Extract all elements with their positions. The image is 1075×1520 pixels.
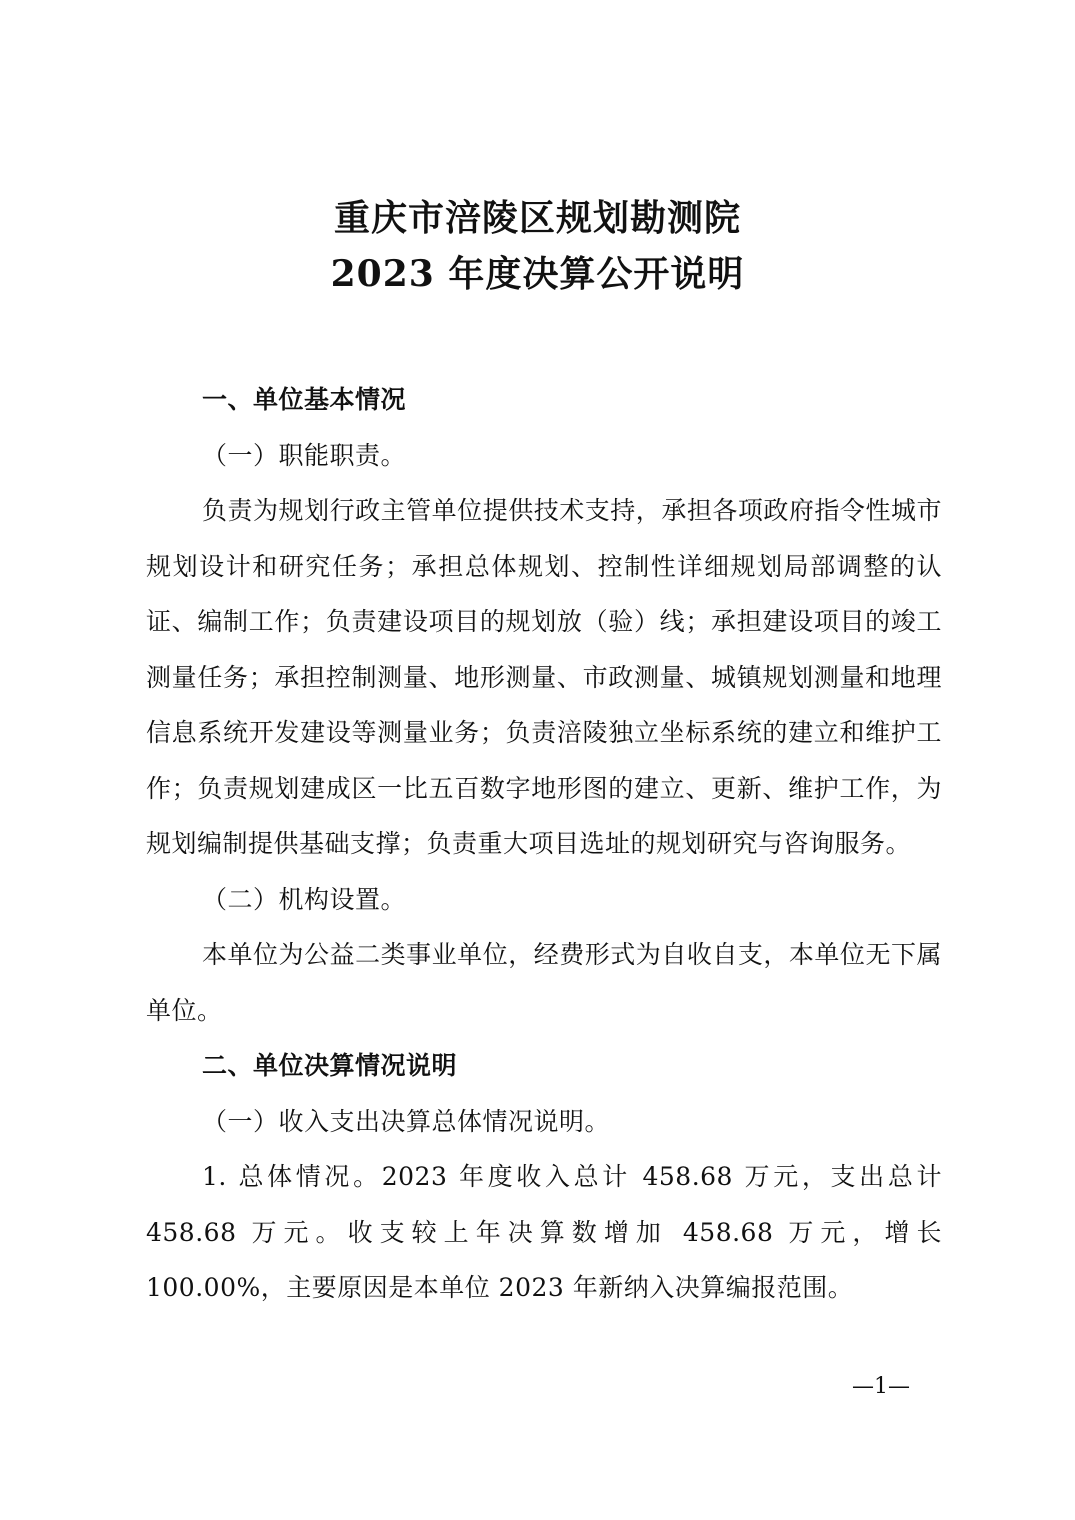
- subsection-heading-organization: （二）机构设置。: [202, 884, 407, 914]
- paragraph-overall: 1. 总体情况。2023 年度收入总计 458.68 万元，支出总计 458.68 万元。收支较上年决算数增加 458.68 万元，增长 100.00%，主要原因是本单位 2023 年新纳入决算编报范围。: [146, 1162, 942, 1302]
- paragraph-functions: 负责为规划行政主管单位提供技术支持，承担各项政府指令性城市规划设计和研究任务；承担总体规划、控制性详细规划局部调整的认证、编制工作；负责建设项目的规划放（验）线；承担建设项目的竣工测量任务；承担控制测量、地形测量、市政测量、城镇规划测量和地理信息系统开发建设等测量业务；负责涪陵独立坐标系统的建立和维护工作；负责规划建成区一比五百数字地形图的建立、更新、维护工作，为规划编制提供基础支撑；负责重大项目选址的规划研究与咨询服务。: [146, 496, 942, 858]
- page-number: —1—: [852, 1374, 910, 1399]
- document-body: [146, 372, 942, 1316]
- document-title-line2: 2023 年度决算公开说明: [330, 253, 745, 295]
- subsection-heading-functions: （一）职能职责。: [202, 440, 407, 470]
- section-heading-1: 一、单位基本情况: [202, 385, 407, 414]
- paragraph-organization: 本单位为公益二类事业单位，经费形式为自收自支，本单位无下属单位。: [146, 940, 942, 1025]
- section-heading-2: 二、单位决算情况说明: [202, 1051, 458, 1080]
- subsection-heading-overall: （一）收入支出决算总体情况说明。: [202, 1106, 611, 1136]
- document-title-line1: 重庆市涪陵区规划勘测院: [333, 197, 741, 239]
